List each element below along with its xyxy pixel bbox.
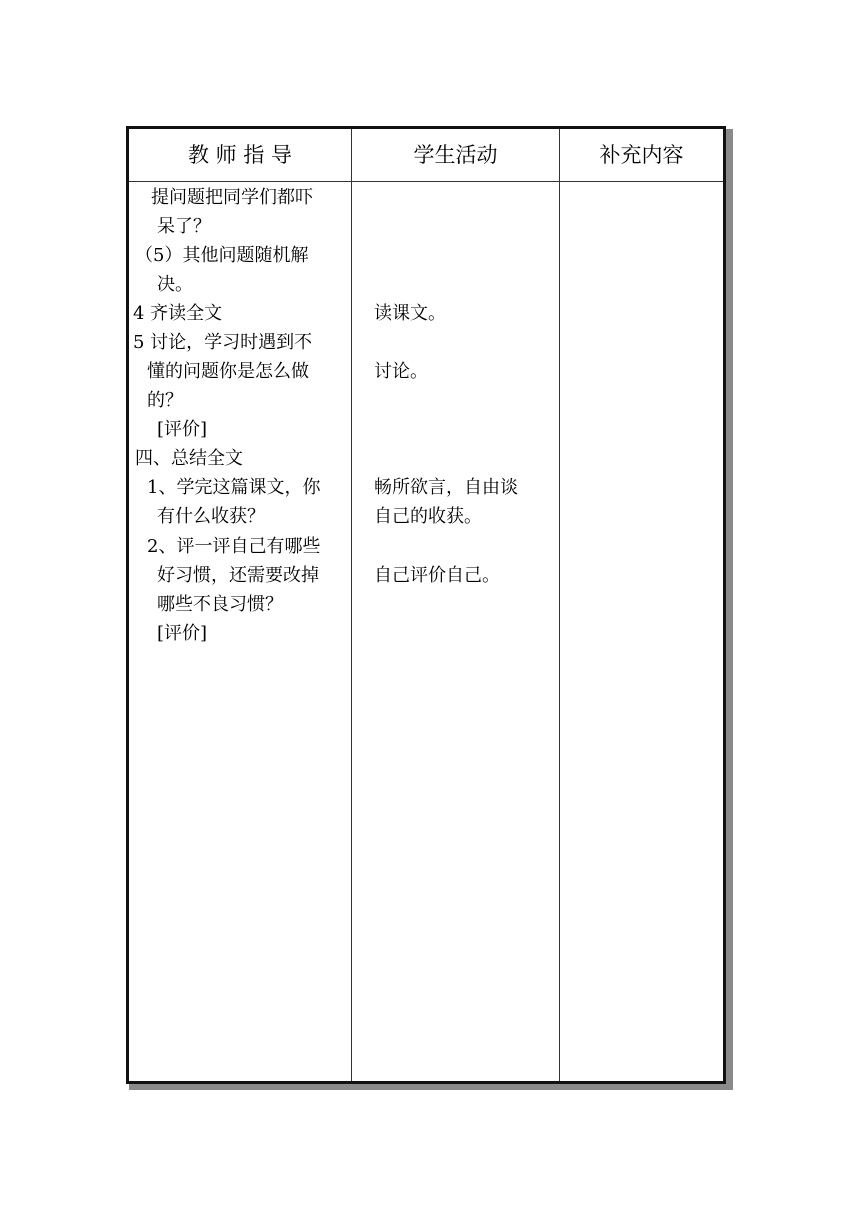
- teacher-line-15: 哪些不良习惯？: [157, 594, 283, 615]
- teacher-line-6: 5 讨论，学习时遇到不: [133, 332, 313, 353]
- student-line-2: 讨论。: [374, 361, 428, 382]
- teacher-line-1: 提问题把同学们都吓: [151, 187, 313, 208]
- teacher-line-10: 四、总结全文: [135, 448, 243, 469]
- teacher-line-2: 呆了？: [157, 216, 211, 237]
- header-divider: [129, 181, 723, 182]
- teacher-line-12: 有什么收获？: [157, 506, 265, 527]
- header-student-activity: 学生活动: [413, 143, 498, 167]
- student-line-1: 读课文。: [374, 303, 446, 324]
- student-line-4: 自己的收获。: [374, 506, 482, 527]
- header-supplement: 补充内容: [599, 143, 684, 167]
- column-divider-1: [351, 129, 352, 1081]
- student-line-3: 畅所欲言，自由谈: [374, 477, 518, 498]
- lesson-plan-table: [126, 126, 726, 1084]
- teacher-line-4: 决。: [157, 274, 193, 295]
- student-line-5: 自己评价自己。: [374, 565, 500, 586]
- teacher-line-16: [评价]: [157, 623, 208, 644]
- header-teacher-guidance: 教 师 指 导: [187, 143, 293, 167]
- teacher-line-8: 的？: [147, 390, 183, 411]
- column-divider-2: [559, 129, 560, 1081]
- teacher-line-11: 1、学完这篇课文，你: [147, 477, 321, 498]
- teacher-line-13: 2、评一评自己有哪些: [147, 536, 321, 557]
- teacher-line-14: 好习惯，还需要改掉: [157, 565, 319, 586]
- teacher-line-5: 4 齐读全文: [133, 303, 223, 324]
- teacher-line-9: [评价]: [157, 419, 208, 440]
- teacher-line-7: 懂的问题你是怎么做: [147, 361, 309, 382]
- teacher-line-3: （5）其他问题随机解: [135, 245, 309, 266]
